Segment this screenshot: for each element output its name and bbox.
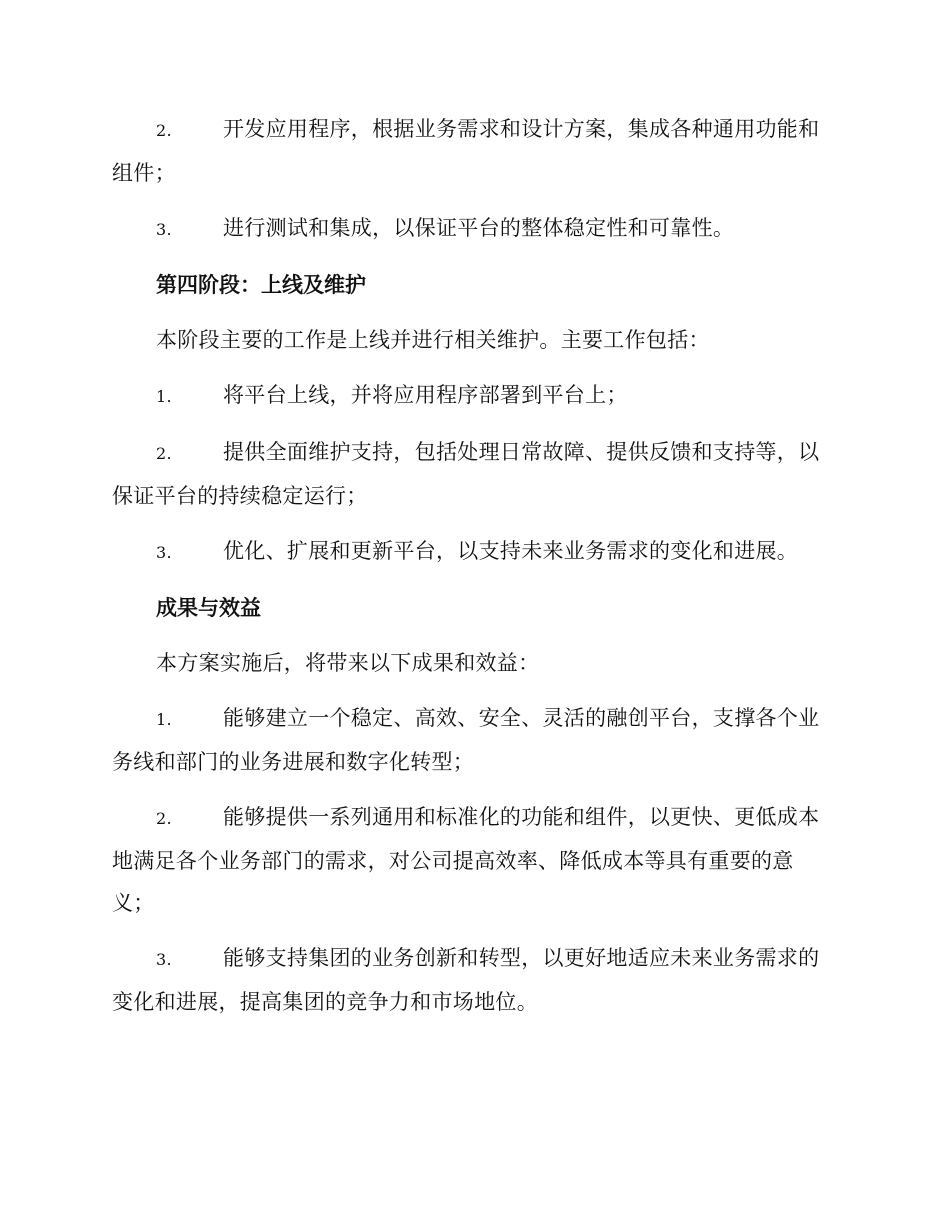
- list-number: 3.: [156, 950, 172, 969]
- list-item-text: 优化、扩展和更新平台，以支持未来业务需求的变化和进展。: [223, 539, 799, 563]
- section-heading: 第四阶段：上线及维护: [156, 273, 366, 297]
- list-number: 3.: [156, 543, 172, 562]
- paragraph: 本方案实施后，将带来以下成果和效益：: [156, 651, 540, 675]
- list-item: [112, 796, 834, 924]
- list-item-text: 能够建立一个稳定、高效、安全、灵活的融创平台，支撑各个业务线和部门的业务进展和数字化转型；: [112, 706, 820, 774]
- document-page: [112, 108, 834, 1036]
- list-item: [112, 374, 834, 418]
- list-number: 1.: [156, 710, 172, 729]
- list-item: [112, 108, 834, 194]
- list-number: 2.: [156, 121, 172, 140]
- list-item: [112, 937, 834, 1023]
- list-item: [112, 530, 834, 574]
- list-item-text: 进行测试和集成，以保证平台的整体稳定性和可靠性。: [223, 216, 735, 240]
- list-item: [112, 697, 834, 783]
- paragraph: 本阶段主要的工作是上线并进行相关维护。主要工作包括：: [156, 328, 710, 352]
- list-number: 1.: [156, 387, 172, 406]
- list-item-text: 能够提供一系列通用和标准化的功能和组件，以更快、更低成本地满足各个业务部门的需求，对公司提高效率、降低成本等具有重要的意义；: [112, 805, 820, 915]
- list-number: 2.: [156, 444, 172, 463]
- list-item-text: 开发应用程序，根据业务需求和设计方案，集成各种通用功能和组件；: [112, 117, 820, 185]
- list-item: [112, 431, 834, 517]
- list-item-text: 提供全面维护支持，包括处理日常故障、提供反馈和支持等，以保证平台的持续稳定运行；: [112, 440, 820, 508]
- list-item-text: 能够支持集团的业务创新和转型，以更好地适应未来业务需求的变化和进展，提高集团的竞争力和市场地位。: [112, 946, 820, 1014]
- list-item: [112, 207, 834, 251]
- list-number: 2.: [156, 809, 172, 828]
- section-heading: 成果与效益: [156, 596, 261, 620]
- list-number: 3.: [156, 220, 172, 239]
- list-item-text: 将平台上线，并将应用程序部署到平台上；: [223, 383, 628, 407]
